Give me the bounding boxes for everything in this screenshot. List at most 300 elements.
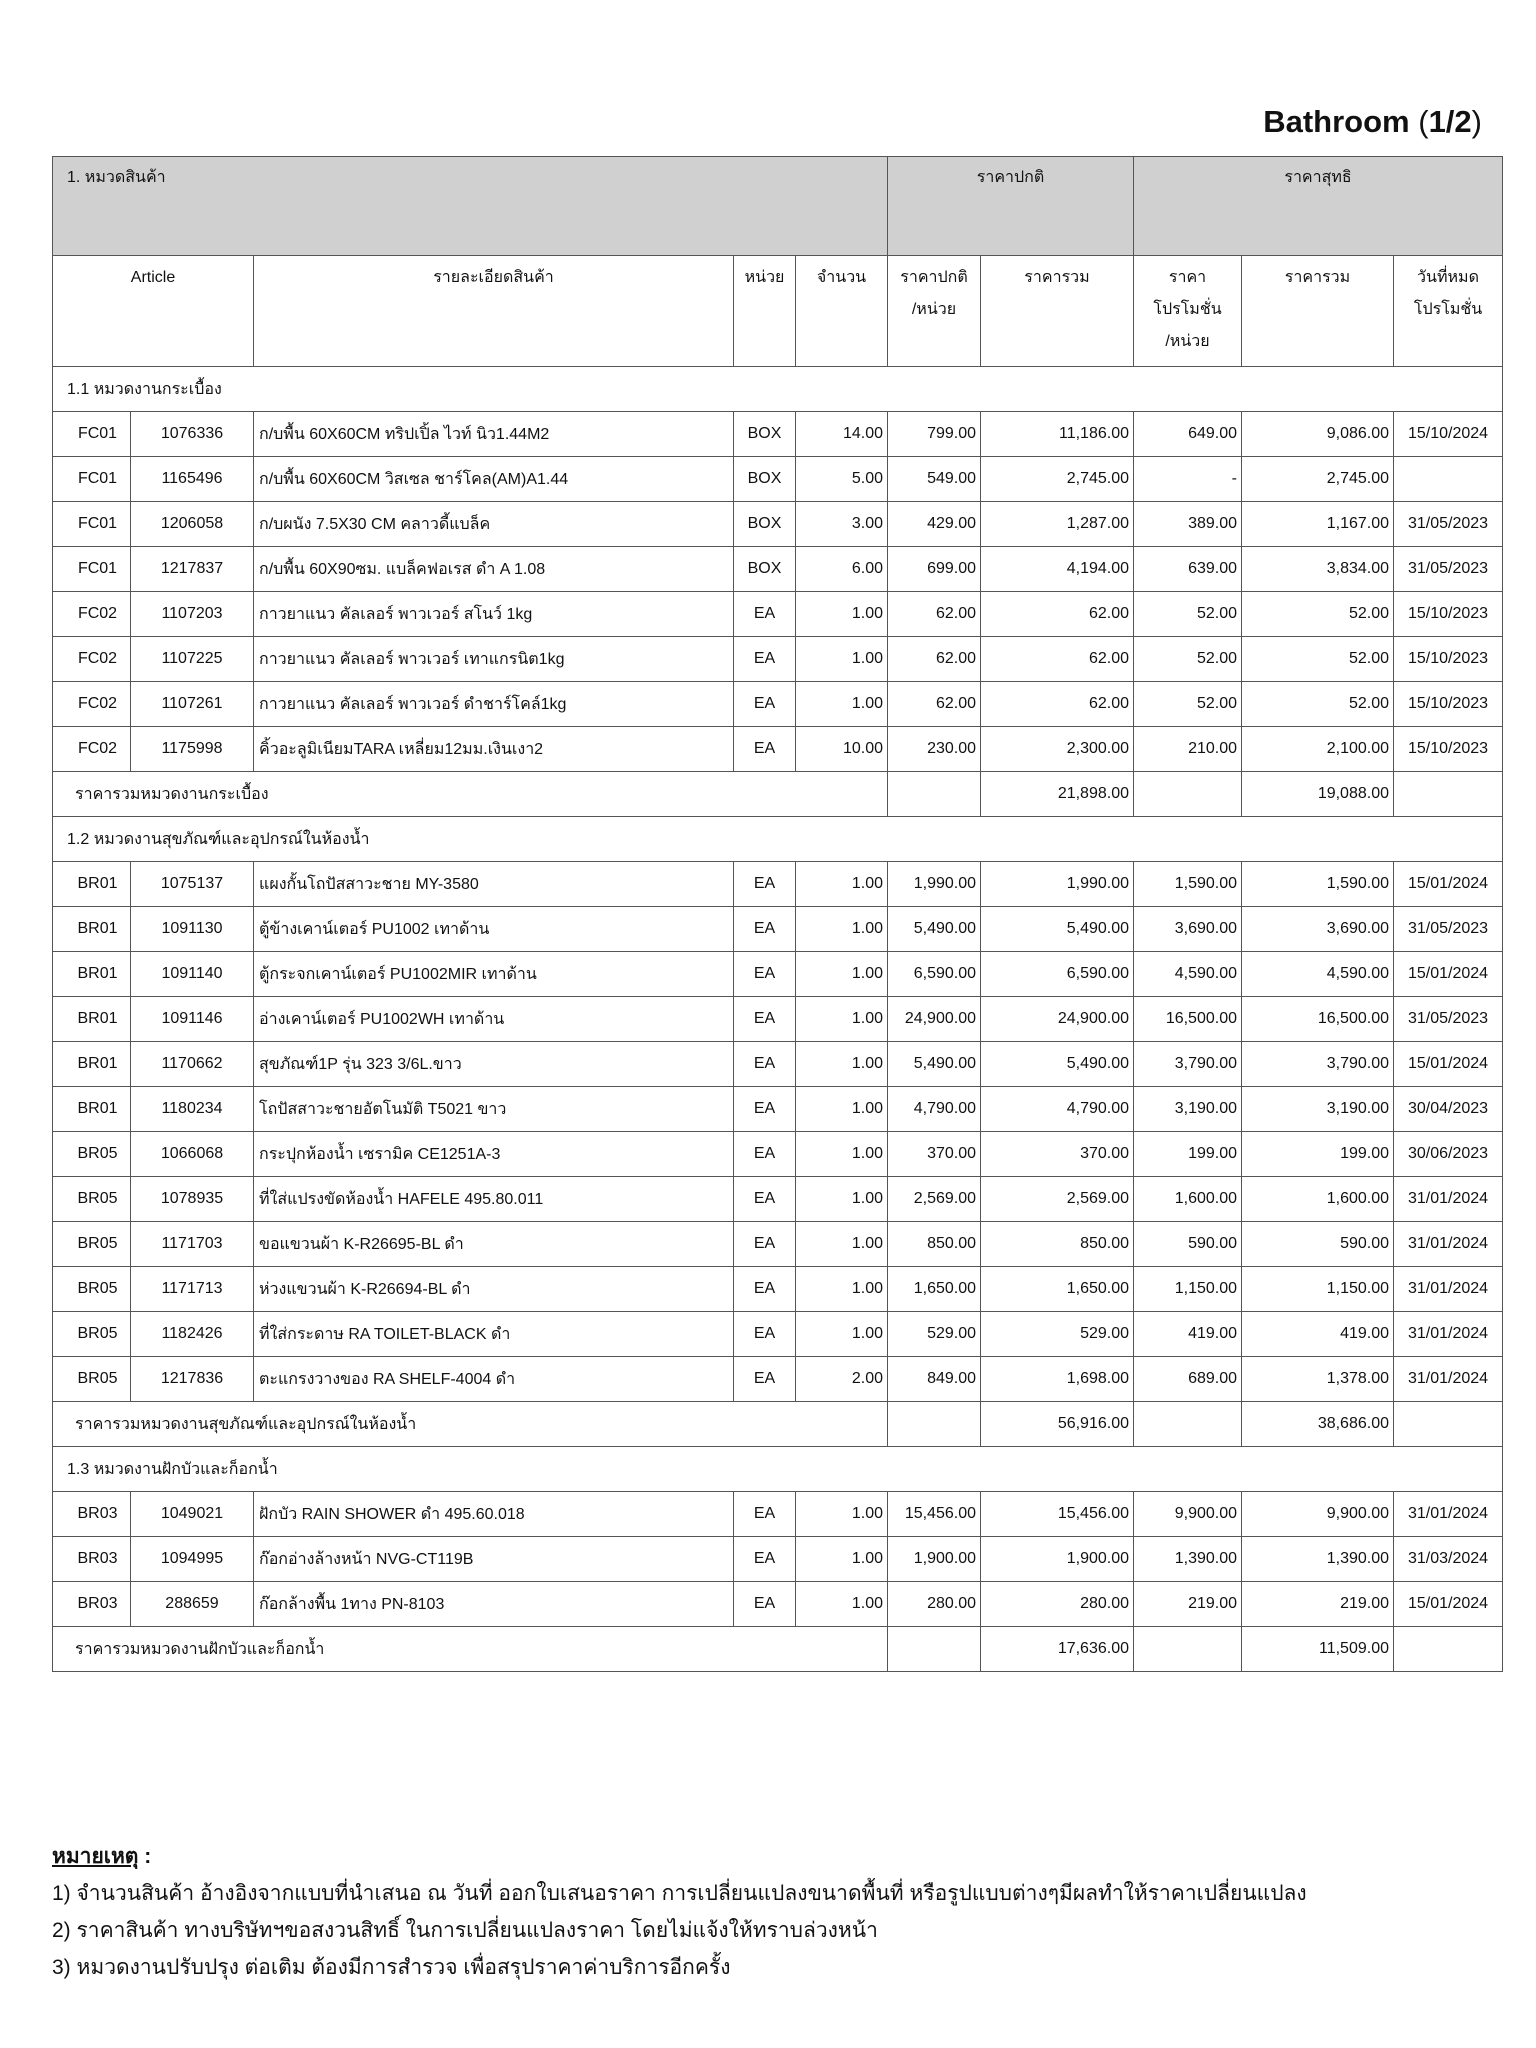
note-line: 1) จำนวนสินค้า อ้างอิงจากแบบที่นำเสนอ ณ วันที่ ออกใบเสนอราคา การเปลี่ยนแปลงขนาดพื้นที่ หรือรูปแบบต่างๆมีผลทำให้ราคาเปลี่ยนแปลง: [52, 1882, 1307, 1905]
subtotal-spacer: [1134, 772, 1242, 817]
item-code: BR05: [53, 1312, 131, 1357]
item-promo-end: 31/01/2024: [1394, 1312, 1503, 1357]
subtotal-label: ราคารวมหมวดงานสุขภัณฑ์และอุปกรณ์ในห้องน้ำ: [53, 1402, 888, 1447]
normal-price-group-header: ราคาปกติ: [888, 157, 1134, 256]
item-promo-price: 590.00: [1134, 1222, 1242, 1267]
table-row: [53, 457, 1503, 502]
item-net-total: 52.00: [1242, 637, 1394, 682]
item-promo-price: 649.00: [1134, 412, 1242, 457]
table-row: [53, 592, 1503, 637]
item-description: ตู้กระจกเคาน์เตอร์ PU1002MIR เทาด้าน: [254, 952, 734, 997]
item-total: 1,287.00: [981, 502, 1134, 547]
item-code: BR01: [53, 997, 131, 1042]
item-promo-end: 15/01/2024: [1394, 1582, 1503, 1627]
item-unit: EA: [734, 1087, 796, 1132]
item-code: BR01: [53, 952, 131, 997]
item-unit-price: 62.00: [888, 637, 981, 682]
item-promo-price: 210.00: [1134, 727, 1242, 772]
item-code: BR05: [53, 1222, 131, 1267]
item-unit: EA: [734, 1582, 796, 1627]
item-code: BR01: [53, 907, 131, 952]
item-net-total: 2,100.00: [1242, 727, 1394, 772]
item-article: 1217837: [131, 547, 254, 592]
item-article: 288659: [131, 1582, 254, 1627]
quotation-table: [52, 156, 1503, 1672]
item-qty: 1.00: [796, 1222, 888, 1267]
item-net-total: 199.00: [1242, 1132, 1394, 1177]
item-net-total: 3,690.00: [1242, 907, 1394, 952]
subtotal-row: [53, 772, 1503, 817]
item-promo-price: 52.00: [1134, 592, 1242, 637]
item-net-total: 3,790.00: [1242, 1042, 1394, 1087]
page-title-text: Bathroom: [1263, 104, 1410, 139]
category-label: 1. หมวดสินค้า: [53, 157, 888, 256]
subtotal-spacer: [1134, 1402, 1242, 1447]
item-unit-price: 549.00: [888, 457, 981, 502]
col-promo-end: [1394, 256, 1503, 367]
subtotal-net: 11,509.00: [1242, 1627, 1394, 1672]
item-total: 850.00: [981, 1222, 1134, 1267]
table-row: [53, 1582, 1503, 1627]
item-unit: EA: [734, 997, 796, 1042]
item-article: 1107261: [131, 682, 254, 727]
item-description: แผงกั้นโถปัสสาวะชาย MY-3580: [254, 862, 734, 907]
item-promo-end: 31/01/2024: [1394, 1222, 1503, 1267]
col-promo-price: [1134, 256, 1242, 367]
page-number: 1/2: [1428, 104, 1472, 139]
item-net-total: 4,590.00: [1242, 952, 1394, 997]
item-description: ตะแกรงวางของ RA SHELF-4004 ดำ: [254, 1357, 734, 1402]
col-unit-price: [888, 256, 981, 367]
note-line: 2) ราคาสินค้า ทางบริษัทฯขอสงวนสิทธิ์ ในการเปลี่ยนแปลงราคา โดยไม่แจ้งให้ทราบล่วงหน้า: [52, 1919, 878, 1942]
item-promo-end: 31/05/2023: [1394, 547, 1503, 592]
col-unit-price-line1: ราคาปกติ: [900, 269, 968, 286]
item-net-total: 1,167.00: [1242, 502, 1394, 547]
item-promo-end: 15/10/2023: [1394, 637, 1503, 682]
col-unit: หน่วย: [734, 256, 796, 367]
item-net-total: 3,190.00: [1242, 1087, 1394, 1132]
item-code: BR05: [53, 1267, 131, 1312]
item-description: กระปุกห้องน้ำ เซรามิค CE1251A-3: [254, 1132, 734, 1177]
item-promo-end: 31/01/2024: [1394, 1177, 1503, 1222]
item-code: FC01: [53, 502, 131, 547]
item-description: กาวยาแนว คัลเลอร์ พาวเวอร์ เทาแกรนิต1kg: [254, 637, 734, 682]
table-row: [53, 502, 1503, 547]
item-qty: 1.00: [796, 1582, 888, 1627]
item-promo-price: 199.00: [1134, 1132, 1242, 1177]
item-net-total: 9,086.00: [1242, 412, 1394, 457]
item-net-total: 1,590.00: [1242, 862, 1394, 907]
item-promo-price: 3,190.00: [1134, 1087, 1242, 1132]
item-article: 1091140: [131, 952, 254, 997]
item-total: 370.00: [981, 1132, 1134, 1177]
table-row: [53, 907, 1503, 952]
item-description: ที่ใส่กระดาษ RA TOILET-BLACK ดำ: [254, 1312, 734, 1357]
item-total: 5,490.00: [981, 907, 1134, 952]
item-qty: 1.00: [796, 862, 888, 907]
item-total: 62.00: [981, 592, 1134, 637]
item-qty: 1.00: [796, 1537, 888, 1582]
item-net-total: 1,150.00: [1242, 1267, 1394, 1312]
table-row: [53, 1267, 1503, 1312]
item-code: FC02: [53, 637, 131, 682]
item-code: BR03: [53, 1537, 131, 1582]
item-promo-price: 639.00: [1134, 547, 1242, 592]
item-description: ที่ใส่แปรงขัดห้องน้ำ HAFELE 495.80.011: [254, 1177, 734, 1222]
item-unit-price: 62.00: [888, 592, 981, 637]
item-unit-price: 849.00: [888, 1357, 981, 1402]
item-unit-price: 6,590.00: [888, 952, 981, 997]
col-unit-price-line2: /หน่วย: [911, 301, 957, 318]
notes-title-suffix: :: [138, 1845, 152, 1868]
table-column-header-row: [53, 256, 1503, 367]
item-promo-price: 16,500.00: [1134, 997, 1242, 1042]
item-description: ก๊อกล้างพื้น 1ทาง PN-8103: [254, 1582, 734, 1627]
item-article: 1180234: [131, 1087, 254, 1132]
item-unit-price: 850.00: [888, 1222, 981, 1267]
item-qty: 6.00: [796, 547, 888, 592]
item-qty: 1.00: [796, 1177, 888, 1222]
item-unit: EA: [734, 1537, 796, 1582]
item-description: ก/บผนัง 7.5X30 CM คลาวดี้แบล็ค: [254, 502, 734, 547]
item-unit: EA: [734, 1132, 796, 1177]
item-qty: 2.00: [796, 1357, 888, 1402]
subtotal-total: 17,636.00: [981, 1627, 1134, 1672]
item-unit-price: 15,456.00: [888, 1492, 981, 1537]
note-line: 3) หมวดงานปรับปรุง ต่อเติม ต้องมีการสำรวจ เพื่อสรุปราคาค่าบริการอีกครั้ง: [52, 1956, 731, 1979]
subtotal-total: 21,898.00: [981, 772, 1134, 817]
table-row: [53, 1177, 1503, 1222]
table-row: [53, 727, 1503, 772]
notes: [52, 1838, 1307, 1986]
item-description: ฝักบัว RAIN SHOWER ดำ 495.60.018: [254, 1492, 734, 1537]
page-title-paren-open: (: [1418, 104, 1429, 139]
item-net-total: 1,390.00: [1242, 1537, 1394, 1582]
table-row: [53, 1312, 1503, 1357]
item-code: FC02: [53, 727, 131, 772]
item-unit: BOX: [734, 457, 796, 502]
subtotal-row: [53, 1402, 1503, 1447]
item-description: ก/บพื้น 60X60CM ทริปเปิ้ล ไวท์ นิว1.44M2: [254, 412, 734, 457]
item-total: 529.00: [981, 1312, 1134, 1357]
item-description: ก๊อกอ่างล้างหน้า NVG-CT119B: [254, 1537, 734, 1582]
item-promo-end: 31/01/2024: [1394, 1492, 1503, 1537]
item-promo-end: 15/01/2024: [1394, 952, 1503, 997]
item-unit: EA: [734, 907, 796, 952]
item-net-total: 1,378.00: [1242, 1357, 1394, 1402]
item-promo-end: 31/05/2023: [1394, 907, 1503, 952]
item-unit-price: 799.00: [888, 412, 981, 457]
item-code: BR03: [53, 1492, 131, 1537]
item-promo-price: 1,150.00: [1134, 1267, 1242, 1312]
col-article: Article: [53, 256, 254, 367]
item-unit: BOX: [734, 502, 796, 547]
item-unit: EA: [734, 1177, 796, 1222]
item-qty: 10.00: [796, 727, 888, 772]
item-net-total: 590.00: [1242, 1222, 1394, 1267]
item-total: 2,745.00: [981, 457, 1134, 502]
table-row: [53, 1222, 1503, 1267]
item-promo-end: [1394, 457, 1503, 502]
item-description: กาวยาแนว คัลเลอร์ พาวเวอร์ ดำชาร์โคล์1kg: [254, 682, 734, 727]
col-promo-end-line1: วันที่หมด: [1417, 269, 1479, 286]
item-total: 1,698.00: [981, 1357, 1134, 1402]
item-code: BR05: [53, 1177, 131, 1222]
item-total: 5,490.00: [981, 1042, 1134, 1087]
item-promo-price: 52.00: [1134, 682, 1242, 727]
item-total: 6,590.00: [981, 952, 1134, 997]
item-qty: 1.00: [796, 1087, 888, 1132]
col-description: รายละเอียดสินค้า: [254, 256, 734, 367]
item-unit-price: 2,569.00: [888, 1177, 981, 1222]
item-unit: EA: [734, 1267, 796, 1312]
item-promo-price: 1,600.00: [1134, 1177, 1242, 1222]
item-promo-price: 1,590.00: [1134, 862, 1242, 907]
item-unit: BOX: [734, 547, 796, 592]
item-promo-price: 3,790.00: [1134, 1042, 1242, 1087]
section-title: 1.1 หมวดงานกระเบื้อง: [53, 367, 1503, 412]
page-title: [1263, 104, 1482, 140]
item-qty: 14.00: [796, 412, 888, 457]
table-row: [53, 1537, 1503, 1582]
item-promo-end: 15/10/2023: [1394, 592, 1503, 637]
item-total: 62.00: [981, 682, 1134, 727]
item-promo-end: 30/04/2023: [1394, 1087, 1503, 1132]
subtotal-net: 19,088.00: [1242, 772, 1394, 817]
item-article: 1171703: [131, 1222, 254, 1267]
net-price-group-header: ราคาสุทธิ: [1134, 157, 1503, 256]
table-row: [53, 1087, 1503, 1132]
item-description: ห่วงแขวนผ้า K-R26694-BL ดำ: [254, 1267, 734, 1312]
table-header-group-row: [53, 157, 1503, 256]
item-promo-end: 15/10/2023: [1394, 727, 1503, 772]
item-promo-price: 9,900.00: [1134, 1492, 1242, 1537]
item-description: ขอแขวนผ้า K-R26695-BL ดำ: [254, 1222, 734, 1267]
item-net-total: 52.00: [1242, 592, 1394, 637]
item-promo-end: 15/10/2023: [1394, 682, 1503, 727]
item-unit-price: 1,900.00: [888, 1537, 981, 1582]
item-unit-price: 1,990.00: [888, 862, 981, 907]
item-total: 15,456.00: [981, 1492, 1134, 1537]
item-article: 1091146: [131, 997, 254, 1042]
table-row: [53, 1132, 1503, 1177]
item-net-total: 16,500.00: [1242, 997, 1394, 1042]
item-net-total: 9,900.00: [1242, 1492, 1394, 1537]
item-description: คิ้วอะลูมิเนียมTARA เหลี่ยม12มม.เงินเงา2: [254, 727, 734, 772]
item-total: 11,186.00: [981, 412, 1134, 457]
item-promo-price: 419.00: [1134, 1312, 1242, 1357]
item-qty: 1.00: [796, 1042, 888, 1087]
subtotal-spacer: [1394, 1402, 1503, 1447]
item-unit-price: 4,790.00: [888, 1087, 981, 1132]
item-net-total: 1,600.00: [1242, 1177, 1394, 1222]
subtotal-label: ราคารวมหมวดงานกระเบื้อง: [53, 772, 888, 817]
table-row: [53, 412, 1503, 457]
item-qty: 3.00: [796, 502, 888, 547]
item-total: 24,900.00: [981, 997, 1134, 1042]
item-article: 1076336: [131, 412, 254, 457]
item-net-total: 52.00: [1242, 682, 1394, 727]
item-promo-end: 30/06/2023: [1394, 1132, 1503, 1177]
item-code: BR01: [53, 1087, 131, 1132]
subtotal-spacer: [1394, 772, 1503, 817]
item-description: ตู้ข้างเคาน์เตอร์ PU1002 เทาด้าน: [254, 907, 734, 952]
item-promo-price: 389.00: [1134, 502, 1242, 547]
table-row: [53, 862, 1503, 907]
item-total: 280.00: [981, 1582, 1134, 1627]
item-description: อ่างเคาน์เตอร์ PU1002WH เทาด้าน: [254, 997, 734, 1042]
item-unit-price: 5,490.00: [888, 1042, 981, 1087]
item-qty: 1.00: [796, 1267, 888, 1312]
col-promo-line2: โปรโมชั่น: [1153, 301, 1222, 318]
item-unit: EA: [734, 1312, 796, 1357]
item-unit: EA: [734, 1222, 796, 1267]
item-qty: 1.00: [796, 592, 888, 637]
item-promo-price: 3,690.00: [1134, 907, 1242, 952]
item-article: 1182426: [131, 1312, 254, 1357]
item-promo-end: 31/01/2024: [1394, 1267, 1503, 1312]
section-header-row: [53, 367, 1503, 412]
item-article: 1165496: [131, 457, 254, 502]
item-qty: 5.00: [796, 457, 888, 502]
item-unit-price: 370.00: [888, 1132, 981, 1177]
item-description: โถปัสสาวะชายอัตโนมัติ T5021 ขาว: [254, 1087, 734, 1132]
table-row: [53, 1042, 1503, 1087]
item-description: กาวยาแนว คัลเลอร์ พาวเวอร์ สโนว์ 1kg: [254, 592, 734, 637]
item-article: 1075137: [131, 862, 254, 907]
item-total: 62.00: [981, 637, 1134, 682]
subtotal-spacer: [1394, 1627, 1503, 1672]
item-promo-price: 689.00: [1134, 1357, 1242, 1402]
subtotal-net: 38,686.00: [1242, 1402, 1394, 1447]
item-promo-price: -: [1134, 457, 1242, 502]
item-description: สุขภัณฑ์1P รุ่น 323 3/6L.ขาว: [254, 1042, 734, 1087]
item-description: ก/บพื้น 60X60CM วิสเซล ชาร์โคล(AM)A1.44: [254, 457, 734, 502]
item-article: 1217836: [131, 1357, 254, 1402]
item-unit-price: 62.00: [888, 682, 981, 727]
item-unit: EA: [734, 862, 796, 907]
item-article: 1091130: [131, 907, 254, 952]
item-article: 1066068: [131, 1132, 254, 1177]
col-promo-line3: /หน่วย: [1165, 333, 1210, 350]
item-code: FC01: [53, 547, 131, 592]
col-promo-line1: ราคา: [1168, 269, 1207, 286]
item-promo-end: 31/05/2023: [1394, 502, 1503, 547]
item-qty: 1.00: [796, 637, 888, 682]
item-net-total: 219.00: [1242, 1582, 1394, 1627]
item-qty: 1.00: [796, 1312, 888, 1357]
item-qty: 1.00: [796, 1492, 888, 1537]
item-article: 1170662: [131, 1042, 254, 1087]
subtotal-spacer: [1134, 1627, 1242, 1672]
item-article: 1049021: [131, 1492, 254, 1537]
item-promo-end: 31/05/2023: [1394, 997, 1503, 1042]
subtotal-spacer: [888, 1627, 981, 1672]
subtotal-row: [53, 1627, 1503, 1672]
page-title-paren-close: ): [1471, 104, 1482, 139]
item-total: 4,790.00: [981, 1087, 1134, 1132]
item-net-total: 3,834.00: [1242, 547, 1394, 592]
item-unit-price: 280.00: [888, 1582, 981, 1627]
col-net-total: ราคารวม: [1242, 256, 1394, 367]
item-qty: 1.00: [796, 1132, 888, 1177]
table-row: [53, 682, 1503, 727]
item-article: 1107203: [131, 592, 254, 637]
item-total: 4,194.00: [981, 547, 1134, 592]
col-total: ราคารวม: [981, 256, 1134, 367]
item-description: ก/บพื้น 60X90ซม. แบล็คฟอเรส ดำ A 1.08: [254, 547, 734, 592]
subtotal-total: 56,916.00: [981, 1402, 1134, 1447]
section-title: 1.3 หมวดงานฝักบัวและก็อกน้ำ: [53, 1447, 1503, 1492]
item-article: 1094995: [131, 1537, 254, 1582]
item-article: 1107225: [131, 637, 254, 682]
item-code: BR01: [53, 862, 131, 907]
item-code: FC01: [53, 412, 131, 457]
section-header-row: [53, 1447, 1503, 1492]
item-promo-end: 31/01/2024: [1394, 1357, 1503, 1402]
item-promo-end: 15/01/2024: [1394, 862, 1503, 907]
subtotal-label: ราคารวมหมวดงานฝักบัวและก็อกน้ำ: [53, 1627, 888, 1672]
item-code: FC02: [53, 682, 131, 727]
notes-title: หมายเหตุ: [52, 1845, 139, 1868]
item-qty: 1.00: [796, 952, 888, 997]
item-unit-price: 529.00: [888, 1312, 981, 1357]
item-code: BR05: [53, 1132, 131, 1177]
section-header-row: [53, 817, 1503, 862]
col-promo-end-line2: โปรโมชั่น: [1413, 301, 1483, 318]
table-row: [53, 997, 1503, 1042]
item-unit: EA: [734, 682, 796, 727]
subtotal-spacer: [888, 1402, 981, 1447]
item-promo-price: 4,590.00: [1134, 952, 1242, 997]
item-code: BR05: [53, 1357, 131, 1402]
item-qty: 1.00: [796, 682, 888, 727]
item-unit-price: 1,650.00: [888, 1267, 981, 1312]
item-qty: 1.00: [796, 907, 888, 952]
item-unit: EA: [734, 952, 796, 997]
item-code: BR03: [53, 1582, 131, 1627]
table-row: [53, 1357, 1503, 1402]
table-row: [53, 1492, 1503, 1537]
item-unit: EA: [734, 1042, 796, 1087]
item-promo-price: 52.00: [1134, 637, 1242, 682]
item-unit: EA: [734, 1357, 796, 1402]
section-title: 1.2 หมวดงานสุขภัณฑ์และอุปกรณ์ในห้องน้ำ: [53, 817, 1503, 862]
item-article: 1078935: [131, 1177, 254, 1222]
item-net-total: 419.00: [1242, 1312, 1394, 1357]
item-promo-price: 219.00: [1134, 1582, 1242, 1627]
item-total: 2,569.00: [981, 1177, 1134, 1222]
item-promo-end: 31/03/2024: [1394, 1537, 1503, 1582]
item-total: 1,650.00: [981, 1267, 1134, 1312]
item-code: BR01: [53, 1042, 131, 1087]
item-total: 2,300.00: [981, 727, 1134, 772]
item-unit: EA: [734, 637, 796, 682]
item-unit-price: 5,490.00: [888, 907, 981, 952]
item-total: 1,900.00: [981, 1537, 1134, 1582]
item-code: FC01: [53, 457, 131, 502]
table-row: [53, 952, 1503, 997]
table-row: [53, 547, 1503, 592]
item-article: 1175998: [131, 727, 254, 772]
item-unit-price: 429.00: [888, 502, 981, 547]
item-unit: EA: [734, 592, 796, 637]
item-total: 1,990.00: [981, 862, 1134, 907]
item-code: FC02: [53, 592, 131, 637]
item-article: 1171713: [131, 1267, 254, 1312]
item-unit: BOX: [734, 412, 796, 457]
item-unit-price: 699.00: [888, 547, 981, 592]
